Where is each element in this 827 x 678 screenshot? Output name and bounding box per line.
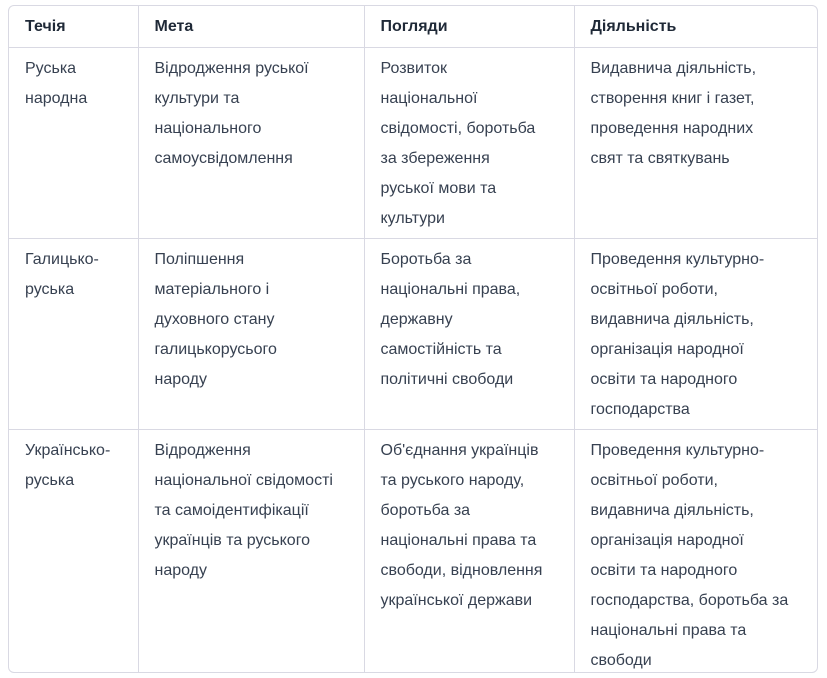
cell-text-line: національні права,: [380, 281, 521, 298]
header-meta: Мета: [138, 6, 364, 48]
header-diialnist: Діяльність: [574, 6, 818, 48]
cell-text-line: свободи: [590, 652, 652, 669]
cell-text-line: руська: [25, 281, 75, 298]
cell-text-line: господарства: [590, 401, 690, 418]
cell-diialnist: [574, 48, 818, 239]
cell-text-line: Об'єднання українців: [380, 442, 539, 459]
cell-text-line: та руського народу,: [380, 472, 525, 489]
cell-techiia: [9, 430, 138, 674]
cell-diialnist: [574, 239, 818, 430]
cell-meta: [138, 48, 364, 239]
cell-text-line: народу: [154, 371, 208, 388]
cell-techiia: [9, 48, 138, 239]
cell-diialnist: [574, 430, 818, 674]
cell-text-line: Видавнича діяльність,: [590, 60, 757, 77]
cell-text-line: Проведення культурно-: [590, 442, 765, 459]
cell-text-line: руська: [25, 472, 75, 489]
cell-text-line: видавнича діяльність,: [590, 311, 754, 328]
cell-text-line: проведення народних: [590, 120, 754, 137]
cell-text-line: національні права та: [380, 532, 537, 549]
cell-text-line: свят та святкувань: [590, 150, 730, 167]
cell-text-line: державну: [380, 311, 453, 328]
cell-text-line: боротьба за: [380, 502, 471, 519]
cell-text-line: організація народної: [590, 532, 744, 549]
cell-text-line: українців та руського: [154, 532, 311, 549]
cell-techiia: [9, 239, 138, 430]
cell-text-line: національні права та: [590, 622, 747, 639]
cell-text-line: освіти та народного: [590, 562, 738, 579]
cell-text-line: за збереження: [380, 150, 490, 167]
cell-pohliady: [364, 430, 574, 674]
cell-text-line: освітньої роботи,: [590, 281, 718, 298]
cell-text-line: культури: [380, 210, 445, 227]
cell-text-line: видавнича діяльність,: [590, 502, 754, 519]
cell-text-line: галицькорусього: [154, 341, 277, 358]
cell-text-line: Проведення культурно-: [590, 251, 765, 268]
header-pohliady: Погляди: [364, 6, 574, 48]
cell-text-line: Руська: [25, 60, 77, 77]
cell-text-line: національної: [380, 90, 478, 107]
cell-text-line: самостійність та: [380, 341, 502, 358]
cell-meta: [138, 239, 364, 430]
cell-text-line: народу: [154, 562, 208, 579]
cell-text-line: Українсько-: [25, 442, 111, 459]
cell-text-line: освіти та народного: [590, 371, 738, 388]
cell-text-line: культури та: [154, 90, 240, 107]
cell-text-line: національної свідомості: [154, 472, 333, 489]
cell-text-line: Поліпшення: [154, 251, 245, 268]
cell-text-line: Розвиток: [380, 60, 448, 77]
cell-text-line: Відродження руської: [154, 60, 309, 77]
cell-text-line: духовного стану: [154, 311, 275, 328]
cell-meta: [138, 430, 364, 674]
cell-text-line: самоусвідомлення: [154, 150, 293, 167]
cell-text-line: організація народної: [590, 341, 744, 358]
cell-text-line: Відродження: [154, 442, 251, 459]
cell-text-line: господарства, боротьба за: [590, 592, 789, 609]
table-row: [9, 430, 818, 674]
cell-text-line: національного: [154, 120, 262, 137]
cell-pohliady: [364, 48, 574, 239]
cell-text-line: та самоідентифікації: [154, 502, 309, 519]
cell-text-line: створення книг і газет,: [590, 90, 755, 107]
data-table-container: [8, 5, 818, 673]
cell-text-line: народна: [25, 90, 88, 107]
cell-text-line: свідомості, боротьба: [380, 120, 536, 137]
header-techiia: Течія: [9, 6, 138, 48]
cell-text-line: Боротьба за: [380, 251, 472, 268]
cell-text-line: Галицько-: [25, 251, 99, 268]
cell-text-line: руської мови та: [380, 180, 497, 197]
cell-text-line: освітньої роботи,: [590, 472, 718, 489]
table-header-row: [9, 6, 818, 48]
table-row: [9, 48, 818, 239]
cell-pohliady: [364, 239, 574, 430]
table-row: [9, 239, 818, 430]
cell-text-line: української держави: [380, 592, 533, 609]
movements-table: [9, 6, 818, 673]
cell-text-line: свободи, відновлення: [380, 562, 543, 579]
cell-text-line: політичні свободи: [380, 371, 514, 388]
cell-text-line: матеріального і: [154, 281, 270, 298]
